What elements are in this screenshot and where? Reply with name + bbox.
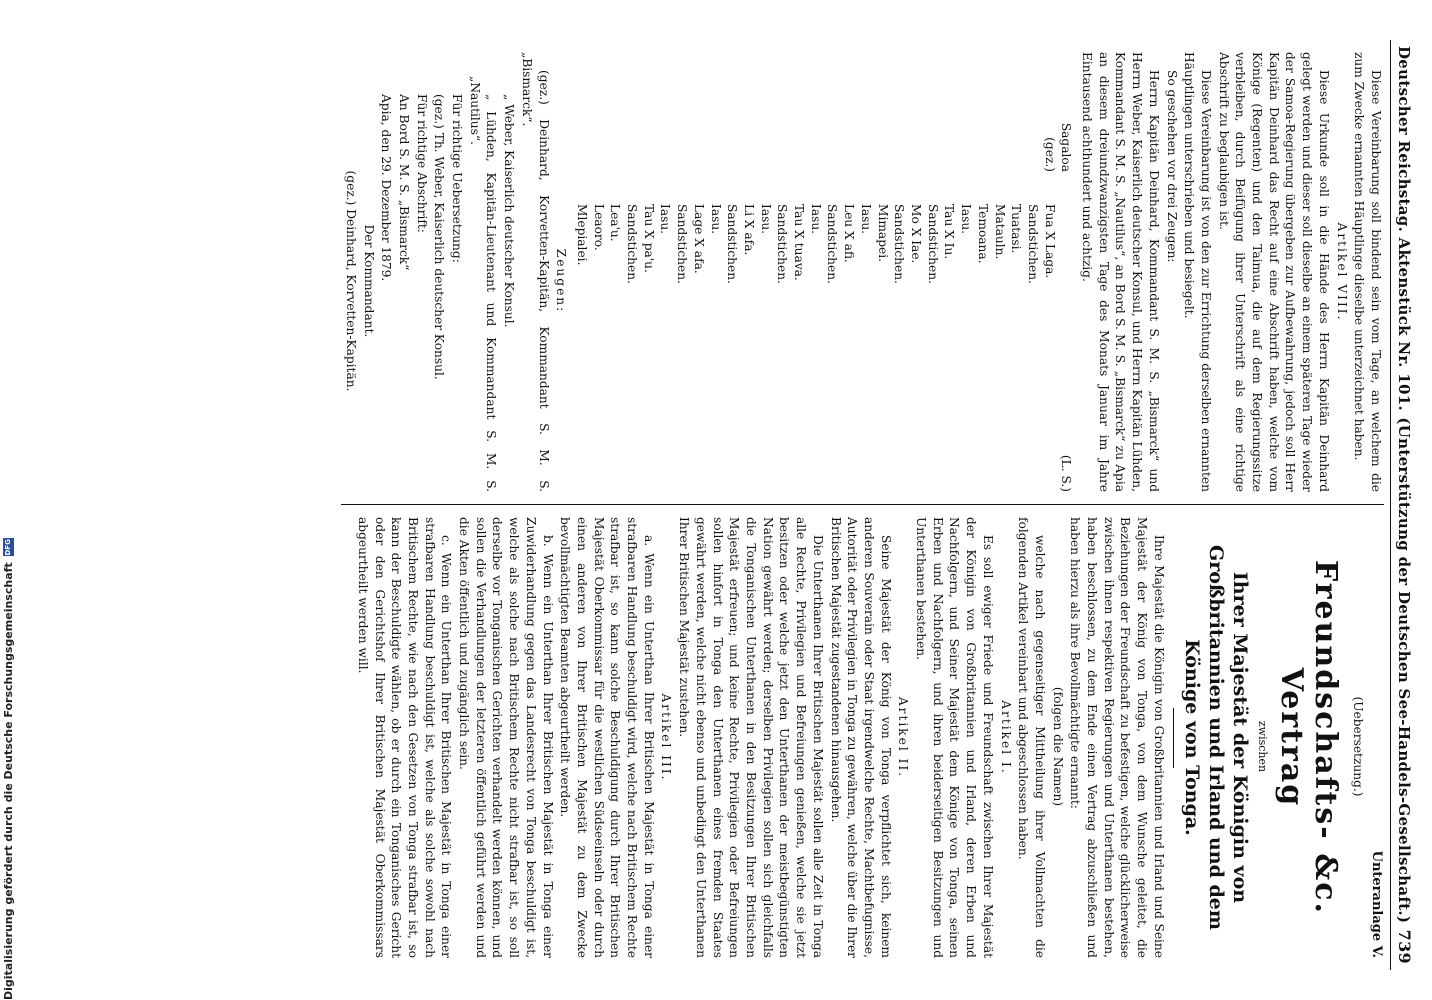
page-header: [1390, 40, 1414, 970]
signatory-prefix: [891, 52, 908, 172]
preamble-paragraph: Ihre Majestät die Königin von Großbritannien und Irland und Seine Majestät der König von Tonga, von dem Wunsche geleitet, die Beziehungen der Freundschaft zu befestigen, welche glücklicherweise zwischen ihnen respektiven Regierungen und Unterthanen bestehen, haben beschlossen, zu dem Ende einen Vertrag abzuschließen und haben hierzu als ihre Bevollmächtigte ernannt:: [1068, 517, 1166, 958]
signatory-row: [891, 52, 908, 492]
treaty-title: Freundschafts- &c. Vertrag: [1273, 559, 1343, 915]
signatory-prefix: [957, 52, 974, 172]
signatory-name: Sandstichen.: [775, 204, 790, 284]
between-word: zwischen: [1255, 720, 1269, 773]
closing-line: (gez.) Deinhard, Korvetten-Kapitän.: [343, 170, 358, 392]
signatory-prefix: [1024, 52, 1041, 172]
signatory-prefix: [841, 52, 858, 172]
article-paragraph: a. Wenn ein Unterthan Ihrer Britischen Majestät in Tonga einer strafbaren Handlung beschuldigt wird, welche nach Britischem Rechte strafbar ist, so kann solche Beschuldigung durch Ihrer Britischen Majestät Oberkommissar für die westlichen Südseeinseln oder durch einen anderen von Ihrer Britischen Majestät zu dem Zwecke bevollmächtigten Beamten abgeurtheilt werden.: [558, 517, 656, 958]
signatory-row: [857, 52, 874, 492]
signatory-name: Iasu.: [658, 204, 673, 235]
divider: [1173, 708, 1174, 768]
signatory-row: [991, 52, 1008, 492]
right-column: [341, 505, 1384, 970]
signatory-place: Sagaloa: [1059, 122, 1074, 172]
signatory-row: [640, 52, 657, 492]
signatory-name: Iasu.: [758, 204, 773, 235]
witness-entry: „ Weber, Kaiserlich deutscher Konsul.: [502, 94, 517, 328]
left-column: [341, 40, 1384, 505]
signatory-prefix: [790, 52, 807, 172]
signatory-prefix: [707, 52, 724, 172]
signatory-name: Leu X afi.: [842, 204, 857, 263]
signature-block: [573, 52, 1074, 492]
signatory-prefix: [857, 52, 874, 172]
signatory-name: Tuatasi.: [1009, 204, 1024, 254]
signatory-row: [724, 52, 741, 492]
signatory-name: Sandstichen.: [925, 204, 940, 284]
signatory-prefix: [991, 52, 1008, 172]
intro-paragraph: Diese Vereinbarung soll bindend sein vom Tage, an welchem die zum Zwecke ernannten Häuptlinge dieselbe unterzeichnet haben.: [1352, 52, 1383, 492]
signatory-prefix: [657, 52, 674, 172]
signatory-prefix: [941, 52, 958, 172]
signatory-row: [573, 52, 590, 492]
signatory-name: Leaoro.: [591, 204, 606, 251]
credit-text: Digitalisierung gefördert durch die Deutsche Forschungsgemeinschaft: [2, 562, 15, 1000]
article-heading: Artikel II.: [896, 696, 911, 779]
signatory-row: [824, 52, 841, 492]
witnesses-heading: Zeugen:: [554, 248, 569, 314]
signatory-prefix: [874, 52, 891, 172]
signatory-name: Mo X Iae.: [909, 204, 924, 264]
signatory-row: [957, 52, 974, 492]
article-paragraph: c. Wenn ein Unterthan Ihrer Britischen Majestät in Tonga einer strafbaren Handlung beschuldigt ist, welche als solche sowohl nach Britischem Rechte, wie nach den Gesetzen von Tonga strafbar ist, so kann der Beschuldigte wählen, ob er durch ein Tonganisches Gericht oder den Gerichtshof Ihrer Britischen Majestät Oberkommissars abgeurtheilt werden will.: [355, 517, 454, 958]
signatory-name: Mimapei.: [875, 204, 890, 262]
text-columns: [341, 40, 1384, 970]
article-viii-paragraph: Diese Urkunde soll in die Hände des Herrn Kapitän Deinhard gelegt werden und dieser soll dieselbe an einem späteren Tage wieder der Samoa-Regierung übergeben zur Aufbewahrung, jedoch soll Herr Kapitän Deinhard das Recht auf eine Abschrift haben, welche vom Könige (Regenten) und den Taimua, die auf dem Regierungssitze verbleiben, durch Beifügung ihrer Unterschrift als eine richtige Abschrift zu beglaubigen ist.: [1216, 52, 1331, 492]
article-viii-paragraph: Diese Vereinbarung ist von den zur Errichtung derselben ernannten Häuptlingen unterschrieben und besiegelt.: [1182, 52, 1213, 492]
signatory-row: [690, 52, 707, 492]
page-number: 739: [1395, 929, 1414, 964]
treaty-subtitle: Ihrer Majestät der Königin von Großbritannien und Irland und dem Könige von Tonga.: [1180, 545, 1251, 930]
signatory-prefix: [774, 52, 791, 172]
signatory-row: [774, 52, 791, 492]
signatory-name: Li X afa.: [741, 204, 756, 256]
signatory-name: Fua X Laga.: [1042, 204, 1057, 279]
closing-line: Apia, den 29. Dezember 1879.: [379, 94, 394, 282]
signatory-name: Iasu.: [858, 204, 873, 235]
signatory-prefix: [907, 52, 924, 172]
signatory-name: Lage X afa.: [691, 204, 706, 274]
signatory-name: Iasu.: [708, 204, 723, 235]
signatory-name: Sandstichen.: [892, 204, 907, 284]
article-paragraph: Seine Majestät der König von Tonga verpflichtet sich, keinem anderen Souverain oder Staat irgendwelche Rechte, Machtbefugnisse, Autorität oder Privilegien in Tonga zu gewähren, welche über die Ihrer Britischen Majestät zugestandenen hinausgehen.: [828, 517, 893, 958]
closing-line: Für richtige Abschrift:: [414, 94, 429, 233]
signatory-prefix: [690, 52, 707, 172]
signatory-name: Sandstichen.: [1025, 204, 1040, 284]
witness-entry: (gez.) Deinhard, Korvetten-Kapitän, Kommandant S. M. S. „Bismarck“.: [519, 52, 551, 492]
signatory-row: [874, 52, 891, 492]
signatory-row: [807, 52, 824, 492]
signatory-name: Tau X Iu.: [942, 204, 957, 260]
signatory-row: [623, 52, 640, 492]
signatory-row: [590, 52, 607, 492]
signatory-prefix: [924, 52, 941, 172]
signatory-prefix: [573, 52, 590, 172]
signatory-prefix: [824, 52, 841, 172]
signatory-row: [1024, 52, 1041, 492]
seal-mark: (L. S.): [1059, 454, 1074, 492]
signatory-prefix: [974, 52, 991, 172]
annex-label: Unteranlage V.: [1369, 850, 1384, 958]
signatory-row: [941, 52, 958, 492]
signatory-row: [1041, 52, 1058, 492]
signatory-row: [841, 52, 858, 492]
signatory-list: [573, 52, 1057, 492]
signatory-row: [607, 52, 624, 492]
signatory-prefix: [807, 52, 824, 172]
signatory-prefix: [757, 52, 774, 172]
signature-header-row: [1058, 52, 1075, 492]
witness-list: [466, 52, 552, 492]
article-viii-paragraph: So geschehen vor drei Zeugen:: [1164, 70, 1179, 263]
signatory-name: Sandstichen.: [725, 204, 740, 284]
witness-entry: „ Lühden, Kapitän-Lieutenant und Kommandant S. M. S. „Nautilus“.: [467, 76, 499, 492]
signatory-row: [707, 52, 724, 492]
article-heading: Artikel III.: [659, 693, 674, 782]
signatory-prefix: [623, 52, 640, 172]
signatory-name: Lea'u.: [608, 204, 623, 242]
preamble-paragraph: (folgen die Namen): [1050, 686, 1065, 807]
signatory-row: [907, 52, 924, 492]
signatory-prefix: [607, 52, 624, 172]
signatory-row: [757, 52, 774, 492]
signatory-prefix: (gez.): [1042, 137, 1057, 172]
signatory-name: Sandstichen.: [625, 204, 640, 284]
article-heading: Artikel I.: [998, 700, 1013, 775]
closing-line: Der Kommandant.: [361, 224, 376, 338]
signatory-name: Matauln.: [992, 204, 1007, 260]
signatory-name: Iasu.: [959, 204, 974, 235]
article-viii-paragraph: Herrn Kapitän Deinhard, Kommandant S. M. S. „Bismarck“ und Herrn Weber, Kaiserlich deutscher Konsul, und Herrn Kapitän Lühden, Kommandant S. M. S. „Nautilus“, an Bord S. M. S. „Bismarck“ zu Apia an diesem dreiundzwanzigsten Tage des Monats Januar im Jahre Eintausend achthundert und achtzig.: [1080, 52, 1161, 492]
closing-line: Für richtige Uebersetzung:: [450, 94, 465, 263]
signatory-name: Tau X tuava.: [792, 204, 807, 281]
article-viii-heading: Artikel VIII.: [1334, 222, 1349, 322]
signatory-row: [790, 52, 807, 492]
signatory-name: Mlepialei.: [574, 204, 589, 266]
signatory-row: [740, 52, 757, 492]
signatory-row: [673, 52, 690, 492]
article-paragraph: Die Unterthanen Ihrer Britischen Majestät sollen alle Zeit in Tonga alle Rechte, Privilegien und Befreiungen genießen, welche sie jetzt besitzen oder welche jetzt den Unterthanen der meistbegünstigten Nation gewährt werden; derselben Privilegien sollen sich gleichfalls die Tonganischen Unterthanen in den Besitzungen Ihrer Britischen Majestät erfreuen; und keine Rechte, Privilegien oder Befreiungen sollen hinfort in Tonga den Unterthanen eines fremden Staates gewährt werden, welche nicht ebenso und unbedingt den Unterthanen Ihrer Britischen Majestät zustehen.: [677, 517, 825, 958]
article-paragraph: b. Wenn ein Unterthan Ihrer Britischen Majestät in Tonga einer Zuwiderhandlung gegen das Landesrecht von Tonga beschuldigt ist, welche als solche nach Britischem Rechte nicht strafbar ist, so soll derselbe vor Tonganischen Gerichten verhandelt werden können, und sollen die Verhandlungen der letzteren öffentlich geführt werden und die Akten öffentlich und zugänglich sein.: [457, 517, 555, 958]
article-paragraph: Es soll ewiger Friede und Freundschaft zwischen Ihrer Majestät der Königin von Großbritannien und Irland, deren Erben und Nachfolgern, und Seiner Majestät dem Könige von Tonga, seinen Erben und Nachfolgern, und ihren beiderseitigen Besitzungen und Unterthanen bestehen.: [914, 517, 995, 958]
translation-note: (Uebersetzung.): [1351, 696, 1366, 797]
signatory-row: [1008, 52, 1025, 492]
header-right: (Unterstützung der Deutschen See-Handels-Gesellschaft.): [1395, 417, 1413, 924]
signatory-name: Sandstichen.: [675, 204, 690, 284]
signatory-prefix: [640, 52, 657, 172]
sheet-signature: [0, 921, 1, 941]
signatory-prefix: [590, 52, 607, 172]
preamble-paragraph: welche nach gegenseitiger Mittheilung ihrer Vollmachten die folgenden Artikel vereinbart und abgeschlossen haben.: [1016, 517, 1047, 958]
signatory-name: Temoana.: [975, 204, 990, 264]
closing-line: (gez.) Th. Weber, Kaiserlich deutscher Konsul.: [432, 94, 447, 380]
signatory-row: [974, 52, 991, 492]
signatory-row: [924, 52, 941, 492]
header-left: Deutscher Reichstag. Aktenstück Nr. 101.: [1395, 46, 1413, 411]
signatory-prefix: [673, 52, 690, 172]
signatory-row: [657, 52, 674, 492]
signatory-prefix: [724, 52, 741, 172]
signatory-name: Sandstichen.: [825, 204, 840, 284]
signatory-prefix: [740, 52, 757, 172]
signatory-prefix: [1008, 52, 1025, 172]
closing-block: [342, 52, 465, 492]
closing-line: An Bord S. M. S. „Bismarck“: [396, 94, 411, 271]
signatory-name: Iasu.: [808, 204, 823, 235]
dfg-logo: DFG: [4, 539, 12, 556]
signatory-name: Tau X pa'u.: [641, 204, 656, 273]
